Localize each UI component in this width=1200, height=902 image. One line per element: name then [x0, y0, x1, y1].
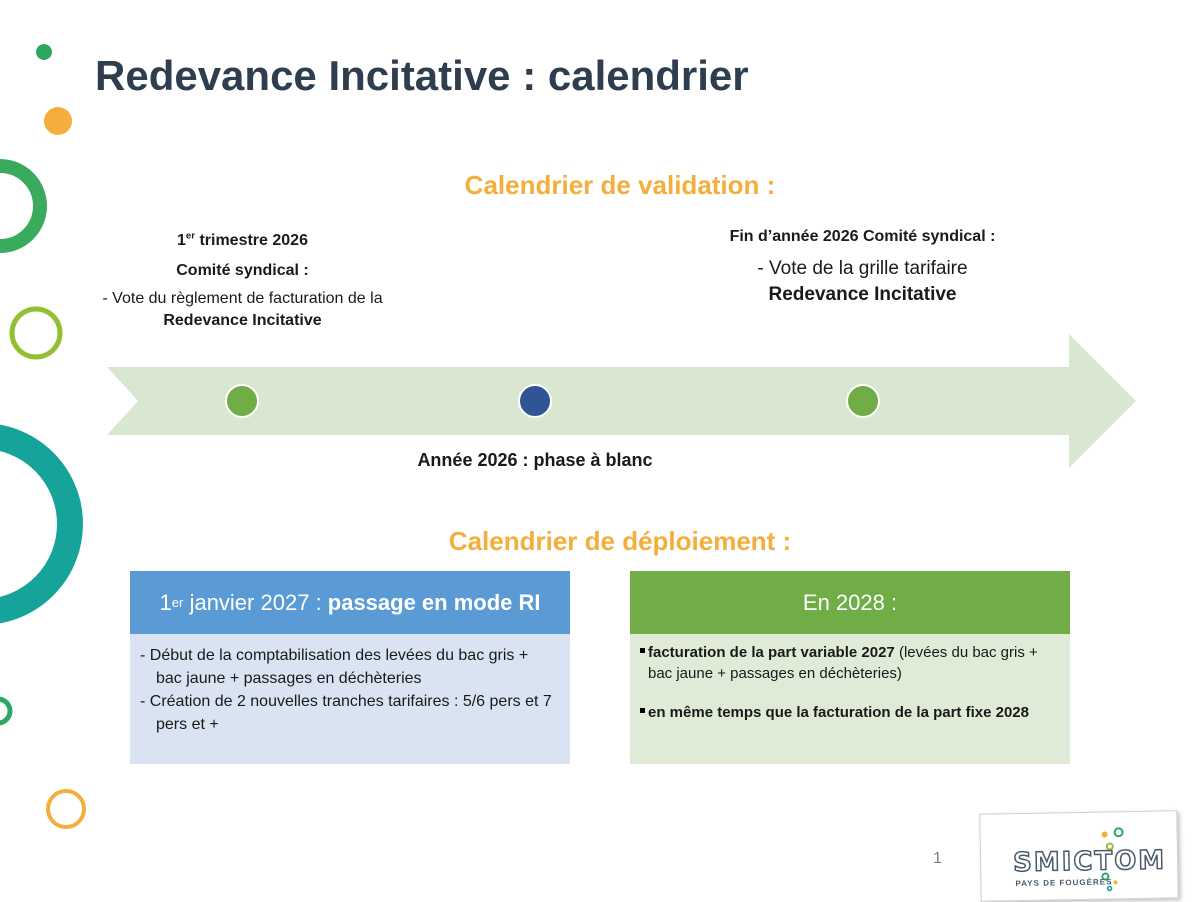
card-2028-header: En 2028 : — [630, 571, 1070, 634]
card-2027-body — [130, 634, 570, 764]
timeline-arrow — [107, 334, 1136, 468]
smictom-logo — [979, 810, 1179, 901]
milestone-1-label — [100, 230, 385, 332]
milestone-1-committee: Comité syndical : — [176, 262, 309, 279]
milestone-1-date: 1er trimestre 2026 — [177, 230, 308, 249]
small-green-dot — [36, 44, 52, 60]
milestone-3-date: Fin d’année 2026 Comité syndical : — [729, 228, 996, 245]
orange-ring — [48, 791, 84, 827]
list-item: - Création de 2 nouvelles tranches tarifaires : 5/6 pers et 7 pers et + — [140, 693, 552, 733]
teal-ring-large — [0, 436, 70, 612]
milestone-2 — [519, 385, 551, 417]
card-2028 — [630, 571, 1070, 764]
card-2027-header: 1 er janvier 2027 : passage en mode RI — [130, 571, 570, 634]
green-ring-small — [0, 699, 10, 723]
page-title: Redevance Incitative : calendrier — [95, 52, 749, 99]
milestone-3-label — [690, 226, 1035, 308]
validation-heading: Calendrier de validation : — [464, 170, 776, 200]
list-item: - Début de la comptabilisation des levées du bac gris + bac jaune + passages en déchèteries — [140, 647, 529, 687]
deploiement-heading: Calendrier de déploiement : — [448, 526, 792, 556]
page-number: 1 — [933, 850, 942, 867]
card-2027 — [130, 571, 570, 764]
logo-subtitle: PAYS DE FOUGÈRES — [1015, 877, 1113, 889]
milestone-1 — [226, 385, 258, 417]
logo-name: SMICTOM — [1012, 845, 1167, 879]
phase-label: Année 2026 : phase à blanc — [417, 450, 653, 470]
small-orange-dot — [44, 107, 72, 135]
list-item: facturation de la part variable 2027 (levées du bac gris + bac jaune + passages en déchèteries) — [640, 642, 1060, 684]
milestone-3 — [847, 385, 879, 417]
milestone-3-subject: Redevance Incitative — [768, 284, 957, 305]
list-item: en même temps que la facturation de la part fixe 2028 — [640, 702, 1060, 723]
milestone-1-description: - Vote du règlement de facturation de la Redevance Incitative — [102, 290, 383, 329]
square-bullet-icon — [640, 648, 645, 653]
card-2028-body — [630, 634, 1070, 764]
milestone-3-description: - Vote de la grille tarifaire — [757, 258, 968, 279]
green-ring-large — [0, 166, 40, 246]
lime-ring — [12, 309, 60, 357]
square-bullet-icon — [640, 708, 645, 713]
